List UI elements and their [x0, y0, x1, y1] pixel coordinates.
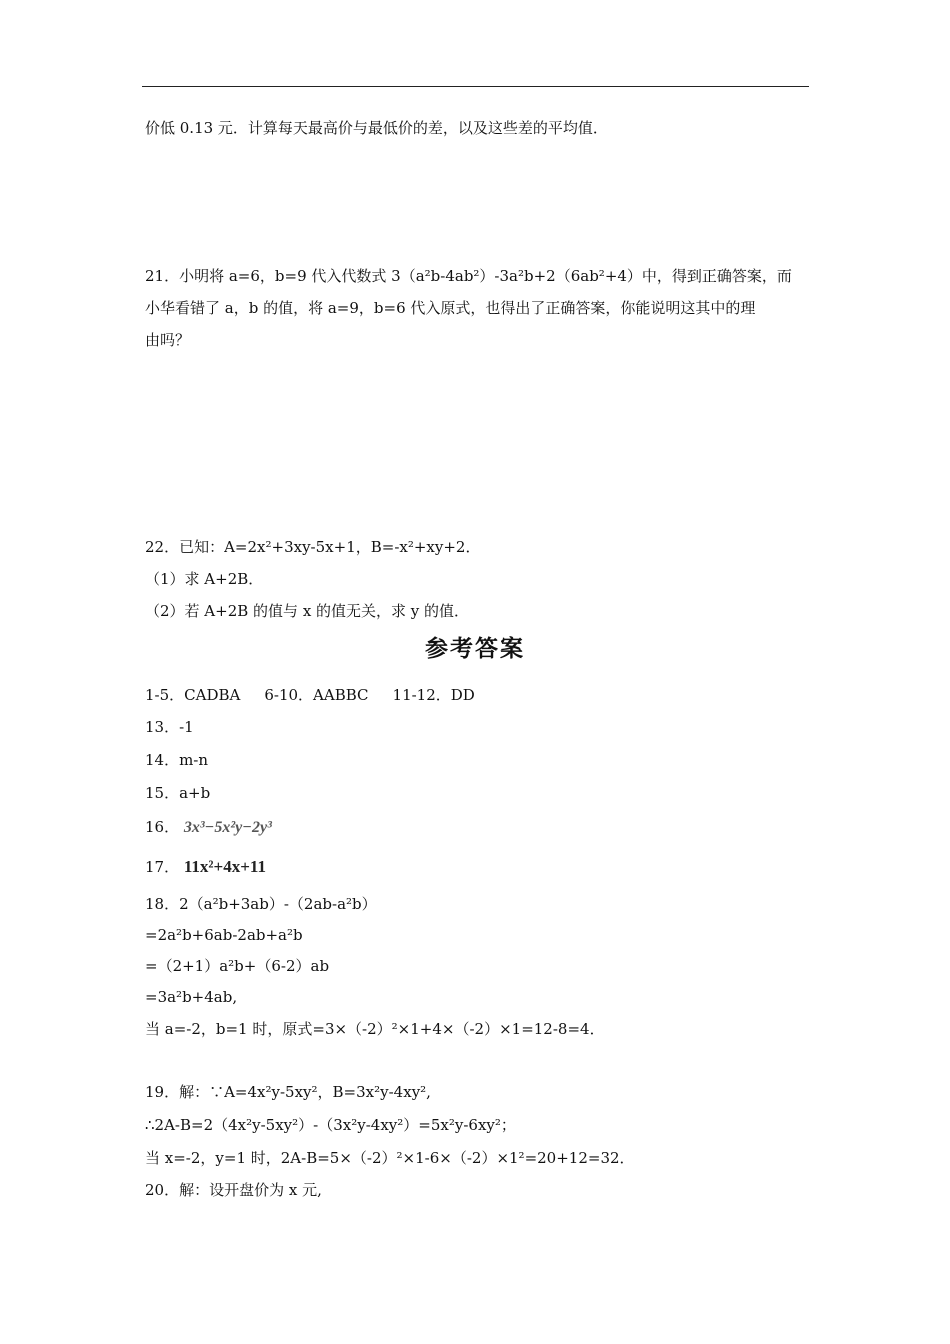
header-rule — [142, 86, 809, 87]
answer-19-line-3: 当 x=-2，y=1 时，2A-B=5×（-2）²×1-6×（-2）×1²=20+12=32． — [145, 1149, 635, 1167]
answer-18-line-2: =2a²b+6ab-2ab+a²b — [145, 926, 303, 944]
answer-18-line-1: 18．2（a²b+3ab）-（2ab-a²b） — [145, 895, 377, 913]
answer-17 — [145, 857, 266, 877]
answer-13: 13．-1 — [145, 718, 194, 736]
answer-17-label: 17． — [145, 858, 180, 876]
answer-18-line-4: =3a²b+4ab, — [145, 988, 238, 1006]
answers-title: 参考答案 — [425, 635, 525, 662]
answer-18-line-3: =（2+1）a²b+（6-2）ab — [145, 957, 330, 975]
answer-20-line-1: 20．解：设开盘价为 x 元, — [145, 1181, 322, 1199]
mc-answers — [145, 685, 475, 705]
answer-15: 15．a+b — [145, 784, 211, 802]
answer-19-line-2: ∴2A-B=2（4x²y-5xy²）-（3x²y-4xy²）=5x²y-6xy²； — [145, 1116, 516, 1134]
q20-tail-text: 价低 0.13 元．计算每天最高价与最低价的差，以及这些差的平均值． — [145, 119, 608, 137]
q22-statement: 22．已知：A=2x²+3xy-5x+1，B=-x²+xy+2． — [145, 538, 481, 556]
mc-answers-6-10: 6-10．AABBC — [264, 686, 369, 704]
q21-line-1: 21．小明将 a=6，b=9 代入代数式 3（a²b-4ab²）-3a²b+2（6ab²+4）中，得到正确答案，而 — [145, 267, 792, 285]
answer-17-formula: 11x²+4x+11 — [183, 857, 266, 876]
answer-16-label: 16． — [145, 818, 180, 836]
mc-answers-1-5: 1-5．CADBA — [145, 686, 241, 704]
answer-19-line-1: 19．解：∵A=4x²y-5xy²，B=3x²y-4xy², — [145, 1083, 431, 1101]
answer-14: 14．m-n — [145, 751, 209, 769]
answer-18-line-5: 当 a=-2，b=1 时，原式=3×（-2）²×1+4×（-2）×1=12-8=4． — [145, 1020, 605, 1038]
answer-16 — [145, 817, 272, 838]
q21-line-3: 由吗？ — [145, 331, 191, 349]
q22-part-1: （1）求 A+2B． — [145, 570, 264, 588]
mc-answers-11-12: 11-12．DD — [392, 686, 475, 704]
q21-line-2: 小华看错了 a，b 的值，将 a=9，b=6 代入原式，也得出了正确答案，你能说明这其中的理 — [145, 299, 756, 317]
answer-16-formula: 3x³−5x²y−2y³ — [183, 819, 272, 836]
q22-part-2: （2）若 A+2B 的值与 x 的值无关，求 y 的值． — [145, 602, 470, 620]
